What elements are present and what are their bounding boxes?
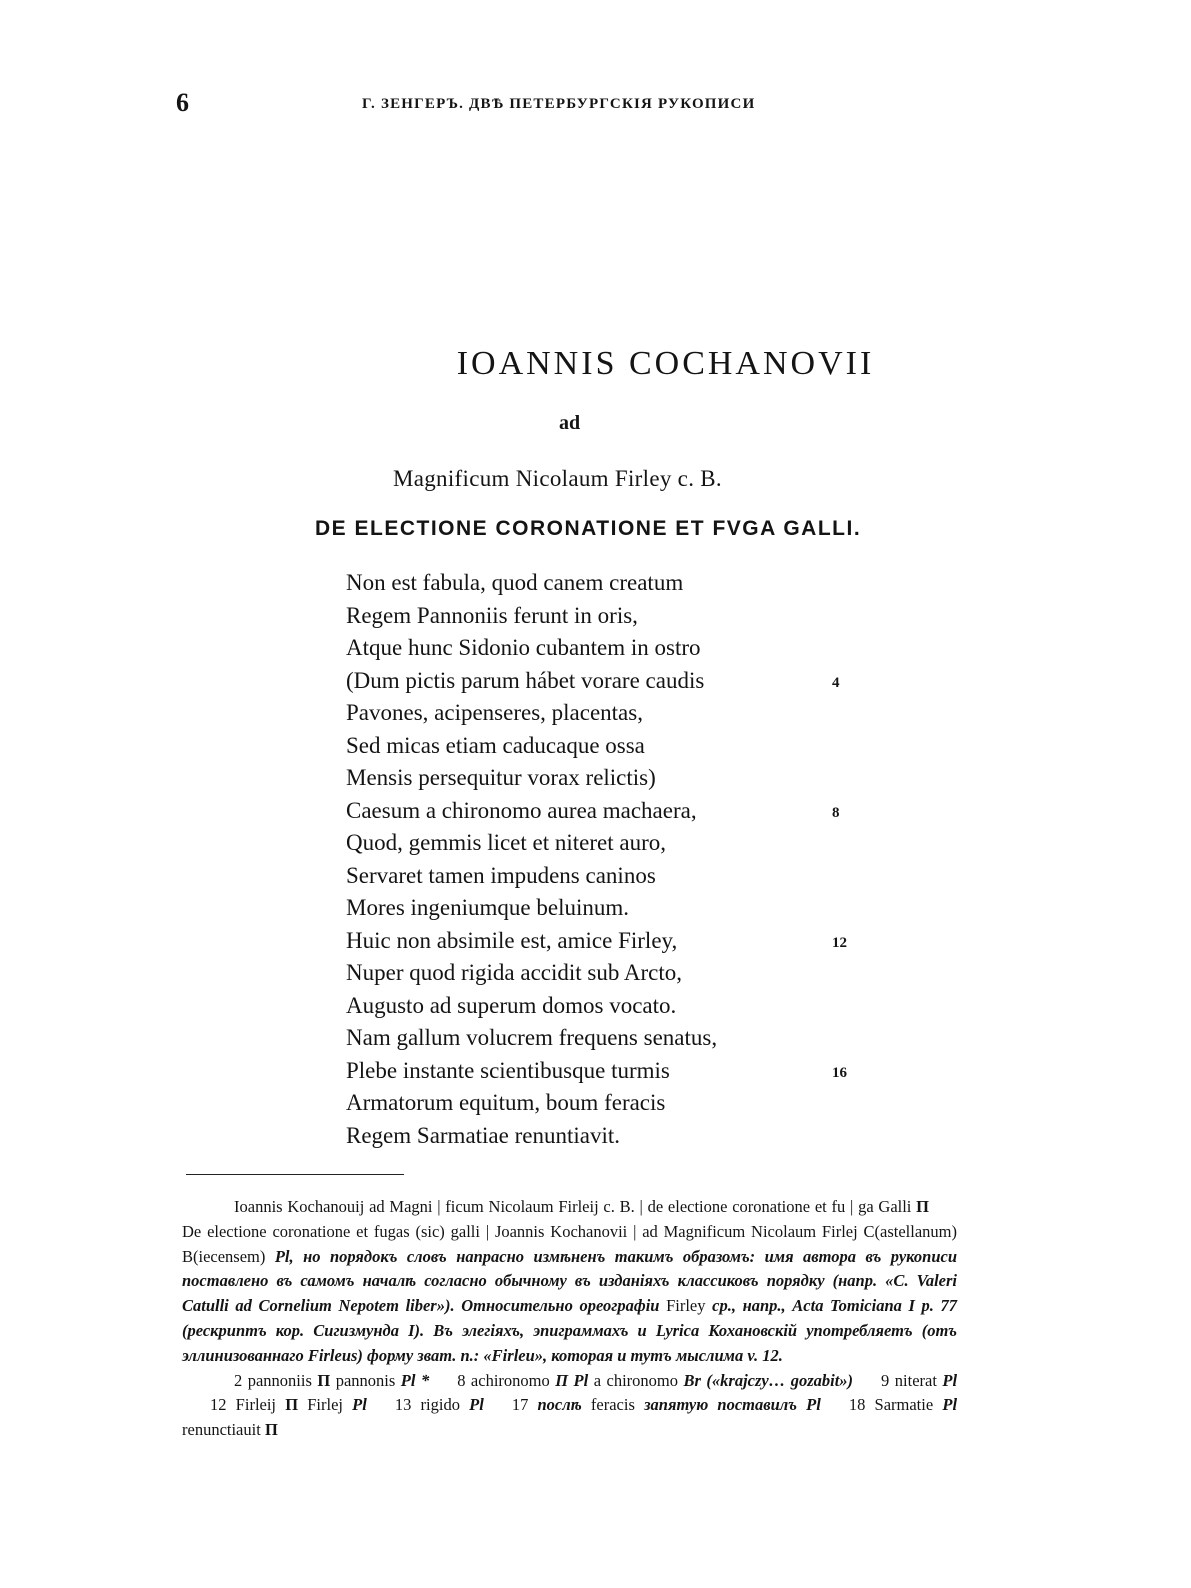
footnote-text: Firlej bbox=[307, 1395, 343, 1415]
footnote-text: Ioannis Kochanouij ad Magni | ficum Nicolaum Firleij c. B. | de electione coronatione et fu | ga Galli bbox=[234, 1197, 912, 1216]
verse-line bbox=[346, 990, 866, 1023]
footnote-text: renunctiauit bbox=[182, 1420, 261, 1440]
verse-text: Regem Pannoniis ferunt in oris, bbox=[346, 602, 638, 628]
footnote-text: De electione coronatione et fugas (sic) galli | Joannis Kochanovii | ad Magnificum Nicolaum Firlej C(astellanum) B(iecensem) bbox=[182, 1221, 957, 1266]
verse-line bbox=[346, 1120, 866, 1153]
verse-line bbox=[346, 1055, 866, 1088]
verse-line bbox=[346, 827, 866, 860]
verse-line bbox=[346, 600, 866, 633]
verse-text: Non est fabula, quod canem creatum bbox=[346, 570, 684, 595]
verse-line bbox=[346, 892, 866, 925]
poem bbox=[346, 567, 866, 1152]
siglum: П bbox=[317, 1370, 331, 1390]
verse-text: Nam gallum volucrem frequens senatus, bbox=[346, 1025, 718, 1050]
verse-text: Nuper quod rigida accidit sub Arcto, bbox=[346, 960, 682, 985]
verse-text: Pavones, acipenseres, placentas, bbox=[346, 700, 643, 725]
verse-text: Atque hunc Sidonio cubantem in ostro bbox=[346, 635, 701, 660]
footnote-commentary: ср., напр., Acta Tomiciana I p. 77 (рескриптъ кор. Сигизмунда I). Въ элегіяхъ, эпиграммахъ и Lyrica Кохановскій употребляетъ (отъ эллинизованнаго Firleus) форму зват. п.: «Firleu», которая и тутъ мыслима v. 12. bbox=[182, 1296, 958, 1365]
siglum: П bbox=[264, 1420, 278, 1440]
footnote-title bbox=[182, 1195, 957, 1369]
footnote-text: 12 Firleij bbox=[210, 1395, 277, 1415]
siglum: П bbox=[916, 1197, 929, 1216]
dedication: Magnificum Nicolaum Firley c. B. bbox=[393, 466, 722, 491]
verse-text: Augusto ad superum domos vocato. bbox=[346, 992, 677, 1018]
footnote-text: 13 rigido bbox=[394, 1395, 460, 1415]
poem-title bbox=[0, 345, 1191, 383]
verse-line bbox=[346, 957, 866, 990]
footnote-text: feracis bbox=[590, 1395, 635, 1415]
verse-text: Quod, gemmis licet et niteret auro, bbox=[346, 830, 666, 855]
verse-line bbox=[346, 795, 866, 828]
footnote-text: Firley bbox=[666, 1296, 706, 1316]
footnote-commentary: («krajczy… gozabit») bbox=[706, 1370, 854, 1390]
verse-text: Mores ingeniumque beluinum. bbox=[346, 895, 629, 920]
siglum: Pl bbox=[352, 1395, 367, 1415]
verse-text: Servaret tamen impudens caninos bbox=[346, 862, 656, 888]
siglum: Pl bbox=[942, 1370, 958, 1390]
poem-subtitle: DE ELECTIONE CORONATIONE ET FVGA GALLI. bbox=[315, 517, 862, 540]
poem-title-text: IOANNIS COCHANOVII bbox=[456, 345, 875, 382]
siglum: Br bbox=[683, 1370, 701, 1390]
footnote-commentary: но порядокъ словъ напрасно измѣненъ такимъ образомъ: имя автора въ рукописи поставлено въ самомъ началѣ согласно обычному въ изданіяхъ классиковъ порядку (напр. «C. Valeri Catulli ad Cornelium Nepotem liber»). Относительно ореографіи bbox=[182, 1246, 957, 1316]
siglum: Pl, bbox=[274, 1246, 294, 1266]
verse-text: Huic non absimile est, amice Firley, bbox=[346, 927, 678, 953]
verse-text: Sed micas etiam caducaque ossa bbox=[346, 732, 645, 758]
verse-text: Caesum a chironomo aurea machaera, bbox=[346, 797, 697, 823]
line-number: 12 bbox=[832, 934, 847, 951]
running-head: Г. ЗЕНГЕРЪ. ДВѢ ПЕТЕРБУРГСКІЯ РУКОПИСИ bbox=[362, 96, 756, 112]
line-number: 16 bbox=[832, 1064, 847, 1081]
siglum: Pl bbox=[469, 1395, 484, 1415]
line-number: 8 bbox=[832, 804, 840, 821]
page-number: 6 bbox=[176, 88, 189, 117]
footnote-text: 18 Sarmatie bbox=[848, 1395, 934, 1415]
verse-text: Mensis persequitur vorax relictis) bbox=[346, 765, 656, 790]
verse-line bbox=[346, 1087, 866, 1120]
siglum: Pl bbox=[806, 1395, 821, 1415]
footnote-text: 8 achironomo bbox=[457, 1370, 550, 1390]
verse-line bbox=[346, 1022, 866, 1055]
verse-line bbox=[346, 925, 866, 958]
title-ad: ad bbox=[559, 412, 581, 434]
verse-line bbox=[346, 762, 866, 795]
footnote-text: pannonis bbox=[335, 1370, 396, 1390]
verse-line bbox=[346, 665, 866, 698]
verse-line bbox=[346, 632, 866, 665]
footnote-apparatus bbox=[182, 1369, 957, 1443]
siglum: П Pl bbox=[555, 1370, 589, 1390]
siglum: Pl * bbox=[400, 1370, 430, 1390]
footnote-text: a chironomo bbox=[593, 1370, 678, 1390]
verse-line bbox=[346, 567, 866, 600]
footnote-rule bbox=[186, 1174, 404, 1175]
footnote-text: 2 pannoniis bbox=[234, 1370, 312, 1390]
siglum: Pl bbox=[942, 1395, 958, 1415]
footnote-commentary: запятую поставилъ bbox=[644, 1395, 797, 1415]
footnotes bbox=[182, 1195, 957, 1443]
footnote-commentary: послѣ bbox=[537, 1395, 582, 1415]
verse-line bbox=[346, 860, 866, 893]
verse-line bbox=[346, 730, 866, 763]
footnote-text: 9 niterat bbox=[881, 1370, 937, 1390]
verse-text: Regem Sarmatiae renuntiavit. bbox=[346, 1122, 620, 1148]
verse-text: Plebe instante scientibusque turmis bbox=[346, 1057, 670, 1083]
line-number: 4 bbox=[832, 674, 840, 691]
verse-line bbox=[346, 697, 866, 730]
verse-text: (Dum pictis parum hábet vorare caudis bbox=[346, 667, 705, 693]
siglum: П bbox=[285, 1395, 299, 1415]
footnote-text: 17 bbox=[511, 1395, 529, 1415]
verse-text: Armatorum equitum, boum feracis bbox=[346, 1090, 666, 1115]
